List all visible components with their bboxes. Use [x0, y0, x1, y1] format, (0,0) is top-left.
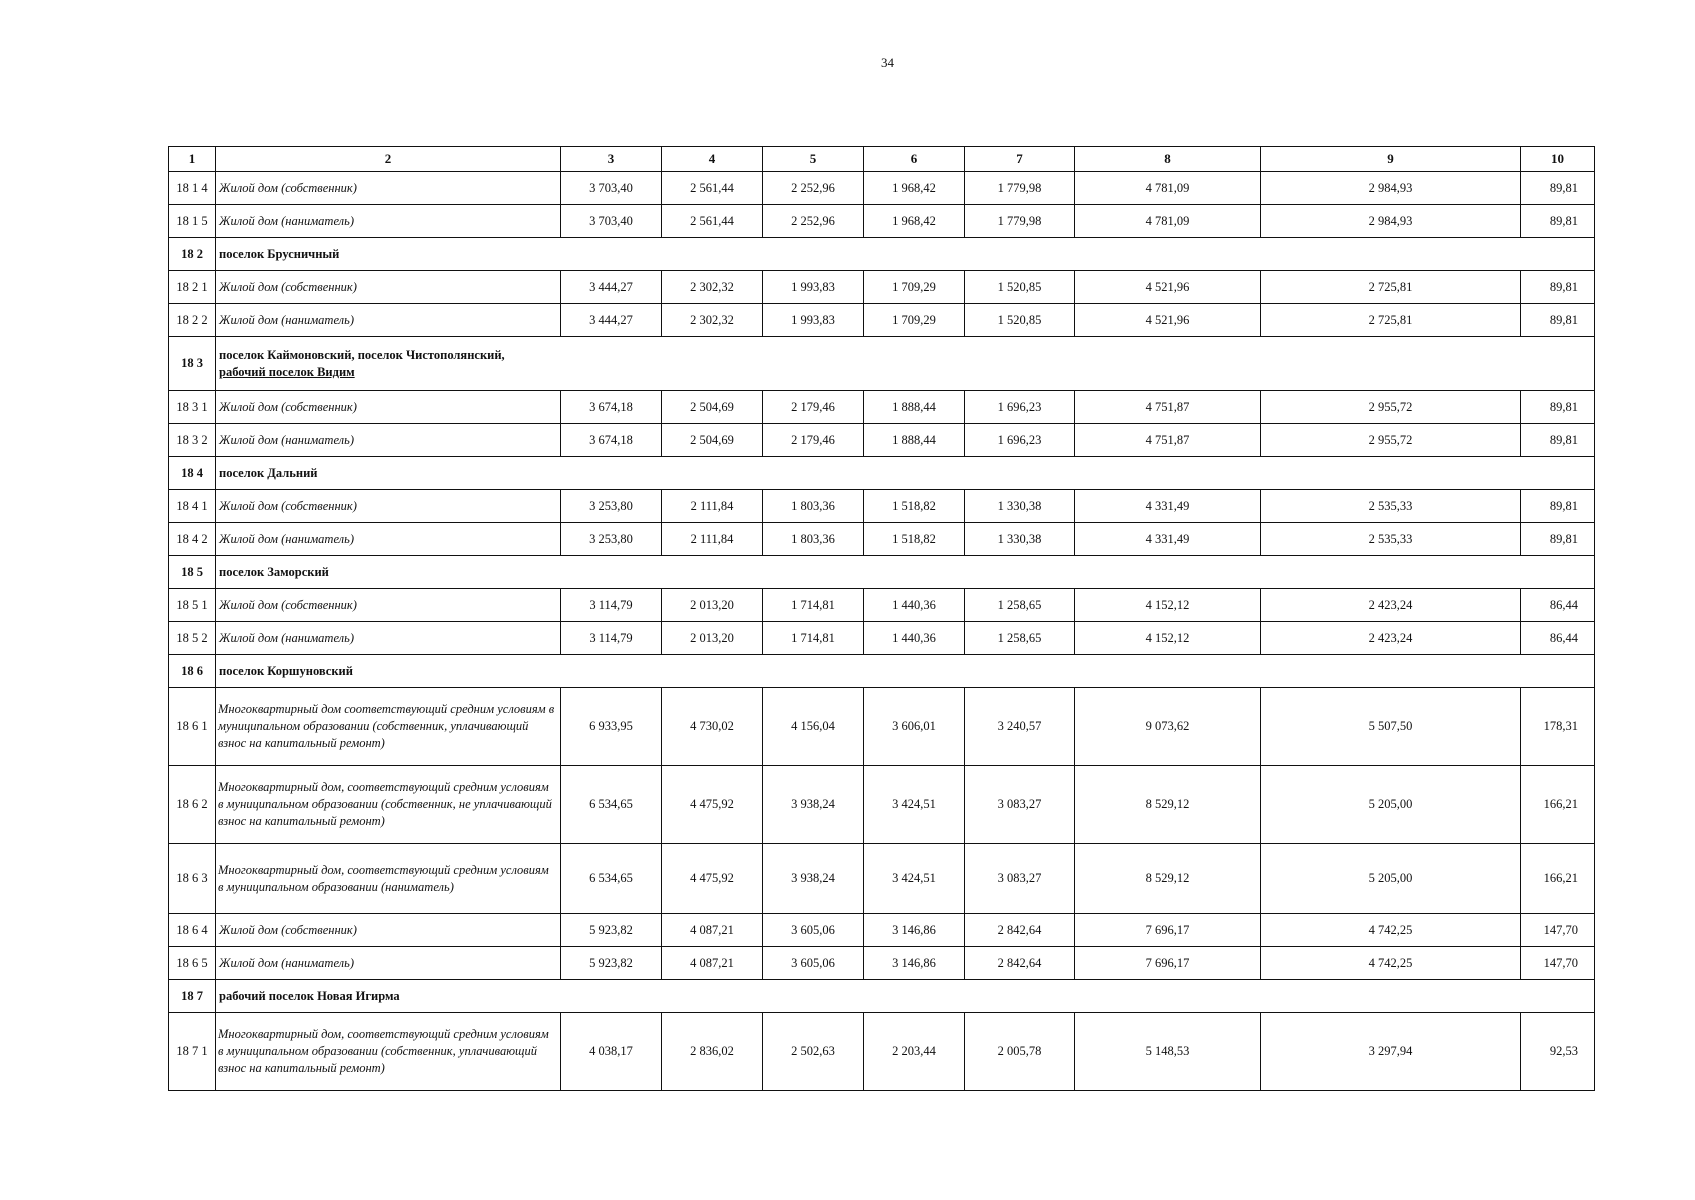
row-code: 18 6 3	[169, 844, 216, 914]
value-cell: 2 203,44	[864, 1013, 965, 1091]
row-code: 18 3 2	[169, 424, 216, 457]
value-cell: 2 111,84	[662, 490, 763, 523]
value-cell: 89,81	[1521, 490, 1595, 523]
value-cell: 8 529,12	[1075, 844, 1261, 914]
value-cell: 1 258,65	[965, 622, 1075, 655]
table-row	[169, 947, 1595, 980]
table-row	[169, 391, 1595, 424]
housing-type: Жилой дом (наниматель)	[216, 622, 561, 655]
value-cell: 2 302,32	[662, 271, 763, 304]
table-row	[169, 688, 1595, 766]
settlement-name	[216, 556, 1595, 589]
value-cell: 2 984,93	[1261, 172, 1521, 205]
value-cell: 3 444,27	[561, 304, 662, 337]
value-cell: 3 114,79	[561, 622, 662, 655]
value-cell: 1 330,38	[965, 490, 1075, 523]
value-cell: 2 179,46	[763, 391, 864, 424]
value-cell: 166,21	[1521, 844, 1595, 914]
value-cell: 3 674,18	[561, 391, 662, 424]
row-code: 18 6 2	[169, 766, 216, 844]
table-row	[169, 490, 1595, 523]
value-cell: 1 993,83	[763, 304, 864, 337]
value-cell: 2 955,72	[1261, 424, 1521, 457]
row-code: 18 2 2	[169, 304, 216, 337]
settlement-name	[216, 238, 1595, 271]
value-cell: 2 725,81	[1261, 304, 1521, 337]
value-cell: 2 725,81	[1261, 271, 1521, 304]
column-header: 5	[763, 147, 864, 172]
value-cell: 2 423,24	[1261, 589, 1521, 622]
settlement-name-line: поселок Заморский	[219, 564, 329, 579]
column-header: 3	[561, 147, 662, 172]
row-code: 18 6 1	[169, 688, 216, 766]
housing-type: Многоквартирный дом, соответствующий средним условиям в муниципальном образовании (наниматель)	[216, 844, 561, 914]
value-cell: 1 993,83	[763, 271, 864, 304]
housing-type: Жилой дом (собственник)	[216, 490, 561, 523]
column-header: 8	[1075, 147, 1261, 172]
value-cell: 1 779,98	[965, 172, 1075, 205]
value-cell: 2 252,96	[763, 205, 864, 238]
value-cell: 3 938,24	[763, 766, 864, 844]
housing-type: Многоквартирный дом, соответствующий средним условиям в муниципальном образовании (собственник, уплачивающий взнос на капитальный ремонт)	[216, 1013, 561, 1091]
value-cell: 89,81	[1521, 205, 1595, 238]
table-body	[169, 172, 1595, 1091]
value-cell: 1 803,36	[763, 490, 864, 523]
value-cell: 3 703,40	[561, 205, 662, 238]
table-row	[169, 1013, 1595, 1091]
value-cell: 5 148,53	[1075, 1013, 1261, 1091]
value-cell: 3 424,51	[864, 844, 965, 914]
value-cell: 1 714,81	[763, 589, 864, 622]
value-cell: 2 013,20	[662, 589, 763, 622]
value-cell: 3 083,27	[965, 766, 1075, 844]
value-cell: 4 156,04	[763, 688, 864, 766]
value-cell: 3 938,24	[763, 844, 864, 914]
value-cell: 3 444,27	[561, 271, 662, 304]
housing-type: Жилой дом (наниматель)	[216, 304, 561, 337]
value-cell: 1 696,23	[965, 424, 1075, 457]
value-cell: 3 674,18	[561, 424, 662, 457]
row-code: 18 5 2	[169, 622, 216, 655]
settlement-name-line: рабочий поселок Видим	[219, 364, 355, 379]
value-cell: 4 331,49	[1075, 523, 1261, 556]
settlement-name-line: поселок Дальний	[219, 465, 318, 480]
value-cell: 6 933,95	[561, 688, 662, 766]
value-cell: 1 714,81	[763, 622, 864, 655]
settlement-name-line: поселок Брусничный	[219, 246, 340, 261]
tariff-table	[168, 146, 1595, 1091]
value-cell: 2 561,44	[662, 172, 763, 205]
section-row	[169, 655, 1595, 688]
value-cell: 1 888,44	[864, 424, 965, 457]
value-cell: 2 955,72	[1261, 391, 1521, 424]
value-cell: 1 888,44	[864, 391, 965, 424]
value-cell: 2 111,84	[662, 523, 763, 556]
housing-type: Жилой дом (собственник)	[216, 271, 561, 304]
table-row	[169, 622, 1595, 655]
value-cell: 1 330,38	[965, 523, 1075, 556]
value-cell: 2 836,02	[662, 1013, 763, 1091]
value-cell: 1 709,29	[864, 271, 965, 304]
value-cell: 7 696,17	[1075, 914, 1261, 947]
value-cell: 2 013,20	[662, 622, 763, 655]
row-code: 18 2 1	[169, 271, 216, 304]
value-cell: 3 146,86	[864, 947, 965, 980]
column-header: 7	[965, 147, 1075, 172]
value-cell: 6 534,65	[561, 766, 662, 844]
column-header: 4	[662, 147, 763, 172]
row-code: 18 6 4	[169, 914, 216, 947]
table-row	[169, 172, 1595, 205]
housing-type: Жилой дом (наниматель)	[216, 205, 561, 238]
value-cell: 2 005,78	[965, 1013, 1075, 1091]
value-cell: 89,81	[1521, 424, 1595, 457]
value-cell: 4 781,09	[1075, 172, 1261, 205]
settlement-name	[216, 457, 1595, 490]
value-cell: 178,31	[1521, 688, 1595, 766]
value-cell: 4 730,02	[662, 688, 763, 766]
table-row	[169, 424, 1595, 457]
value-cell: 1 258,65	[965, 589, 1075, 622]
value-cell: 5 507,50	[1261, 688, 1521, 766]
column-header: 6	[864, 147, 965, 172]
value-cell: 1 518,82	[864, 523, 965, 556]
table-row	[169, 589, 1595, 622]
settlement-name	[216, 337, 1595, 391]
value-cell: 89,81	[1521, 304, 1595, 337]
row-code: 18 1 5	[169, 205, 216, 238]
value-cell: 89,81	[1521, 523, 1595, 556]
value-cell: 4 521,96	[1075, 271, 1261, 304]
housing-type: Жилой дом (наниматель)	[216, 523, 561, 556]
value-cell: 5 205,00	[1261, 766, 1521, 844]
value-cell: 86,44	[1521, 622, 1595, 655]
settlement-name-line: поселок Каймоновский, поселок Чистополянский,	[219, 347, 505, 362]
value-cell: 2 252,96	[763, 172, 864, 205]
row-code: 18 3	[169, 337, 216, 391]
value-cell: 3 114,79	[561, 589, 662, 622]
housing-type: Многоквартирный дом, соответствующий средним условиям в муниципальном образовании (собственник, не уплачивающий взнос на капитальный ремонт)	[216, 766, 561, 844]
value-cell: 4 087,21	[662, 947, 763, 980]
value-cell: 4 742,25	[1261, 947, 1521, 980]
value-cell: 1 440,36	[864, 589, 965, 622]
value-cell: 4 152,12	[1075, 589, 1261, 622]
value-cell: 2 302,32	[662, 304, 763, 337]
column-header: 9	[1261, 147, 1521, 172]
value-cell: 147,70	[1521, 947, 1595, 980]
settlement-name-line: рабочий поселок Новая Игирма	[219, 988, 400, 1003]
value-cell: 3 703,40	[561, 172, 662, 205]
value-cell: 166,21	[1521, 766, 1595, 844]
value-cell: 1 440,36	[864, 622, 965, 655]
value-cell: 5 923,82	[561, 947, 662, 980]
value-cell: 4 152,12	[1075, 622, 1261, 655]
housing-type: Жилой дом (собственник)	[216, 172, 561, 205]
value-cell: 3 253,80	[561, 490, 662, 523]
row-code: 18 5	[169, 556, 216, 589]
value-cell: 2 561,44	[662, 205, 763, 238]
value-cell: 1 968,42	[864, 172, 965, 205]
value-cell: 2 535,33	[1261, 523, 1521, 556]
value-cell: 2 842,64	[965, 947, 1075, 980]
settlement-name	[216, 980, 1595, 1013]
value-cell: 4 475,92	[662, 766, 763, 844]
table-row	[169, 914, 1595, 947]
value-cell: 2 504,69	[662, 391, 763, 424]
value-cell: 5 205,00	[1261, 844, 1521, 914]
table-row	[169, 205, 1595, 238]
value-cell: 2 504,69	[662, 424, 763, 457]
housing-type: Жилой дом (собственник)	[216, 589, 561, 622]
column-header: 2	[216, 147, 561, 172]
housing-type: Жилой дом (наниматель)	[216, 424, 561, 457]
row-code: 18 7 1	[169, 1013, 216, 1091]
housing-type: Жилой дом (наниматель)	[216, 947, 561, 980]
settlement-name-line: поселок Коршуновский	[219, 663, 353, 678]
value-cell: 4 751,87	[1075, 391, 1261, 424]
value-cell: 1 696,23	[965, 391, 1075, 424]
column-header: 10	[1521, 147, 1595, 172]
row-code: 18 4 1	[169, 490, 216, 523]
value-cell: 2 423,24	[1261, 622, 1521, 655]
table-row	[169, 523, 1595, 556]
value-cell: 1 803,36	[763, 523, 864, 556]
value-cell: 2 179,46	[763, 424, 864, 457]
value-cell: 3 424,51	[864, 766, 965, 844]
value-cell: 4 475,92	[662, 844, 763, 914]
section-row	[169, 238, 1595, 271]
row-code: 18 4	[169, 457, 216, 490]
value-cell: 5 923,82	[561, 914, 662, 947]
value-cell: 3 606,01	[864, 688, 965, 766]
value-cell: 3 297,94	[1261, 1013, 1521, 1091]
row-code: 18 4 2	[169, 523, 216, 556]
value-cell: 4 038,17	[561, 1013, 662, 1091]
value-cell: 2 535,33	[1261, 490, 1521, 523]
value-cell: 2 842,64	[965, 914, 1075, 947]
value-cell: 92,53	[1521, 1013, 1595, 1091]
value-cell: 4 742,25	[1261, 914, 1521, 947]
value-cell: 4 751,87	[1075, 424, 1261, 457]
value-cell: 3 083,27	[965, 844, 1075, 914]
value-cell: 1 520,85	[965, 304, 1075, 337]
section-row	[169, 457, 1595, 490]
value-cell: 86,44	[1521, 589, 1595, 622]
row-code: 18 2	[169, 238, 216, 271]
row-code: 18 6 5	[169, 947, 216, 980]
table-row	[169, 304, 1595, 337]
value-cell: 89,81	[1521, 172, 1595, 205]
value-cell: 1 968,42	[864, 205, 965, 238]
section-row	[169, 980, 1595, 1013]
value-cell: 4 087,21	[662, 914, 763, 947]
value-cell: 6 534,65	[561, 844, 662, 914]
table-row	[169, 271, 1595, 304]
value-cell: 4 521,96	[1075, 304, 1261, 337]
value-cell: 4 331,49	[1075, 490, 1261, 523]
value-cell: 2 984,93	[1261, 205, 1521, 238]
value-cell: 3 253,80	[561, 523, 662, 556]
column-header: 1	[169, 147, 216, 172]
table-row	[169, 766, 1595, 844]
housing-type: Многоквартирный дом соответствующий средним условиям в муниципальном образовании (собственник, уплачивающий взнос на капитальный ремонт)	[216, 688, 561, 766]
row-code: 18 1 4	[169, 172, 216, 205]
value-cell: 89,81	[1521, 391, 1595, 424]
value-cell: 3 605,06	[763, 947, 864, 980]
section-row	[169, 556, 1595, 589]
row-code: 18 3 1	[169, 391, 216, 424]
row-code: 18 5 1	[169, 589, 216, 622]
value-cell: 9 073,62	[1075, 688, 1261, 766]
value-cell: 1 520,85	[965, 271, 1075, 304]
value-cell: 3 146,86	[864, 914, 965, 947]
value-cell: 3 240,57	[965, 688, 1075, 766]
value-cell: 1 518,82	[864, 490, 965, 523]
value-cell: 89,81	[1521, 271, 1595, 304]
value-cell: 147,70	[1521, 914, 1595, 947]
housing-type: Жилой дом (собственник)	[216, 914, 561, 947]
value-cell: 2 502,63	[763, 1013, 864, 1091]
page-number: 34	[881, 55, 894, 70]
value-cell: 7 696,17	[1075, 947, 1261, 980]
table-row	[169, 844, 1595, 914]
row-code: 18 7	[169, 980, 216, 1013]
header-row	[169, 147, 1595, 172]
value-cell: 4 781,09	[1075, 205, 1261, 238]
value-cell: 1 779,98	[965, 205, 1075, 238]
section-row	[169, 337, 1595, 391]
value-cell: 1 709,29	[864, 304, 965, 337]
housing-type: Жилой дом (собственник)	[216, 391, 561, 424]
row-code: 18 6	[169, 655, 216, 688]
settlement-name	[216, 655, 1595, 688]
value-cell: 3 605,06	[763, 914, 864, 947]
value-cell: 8 529,12	[1075, 766, 1261, 844]
